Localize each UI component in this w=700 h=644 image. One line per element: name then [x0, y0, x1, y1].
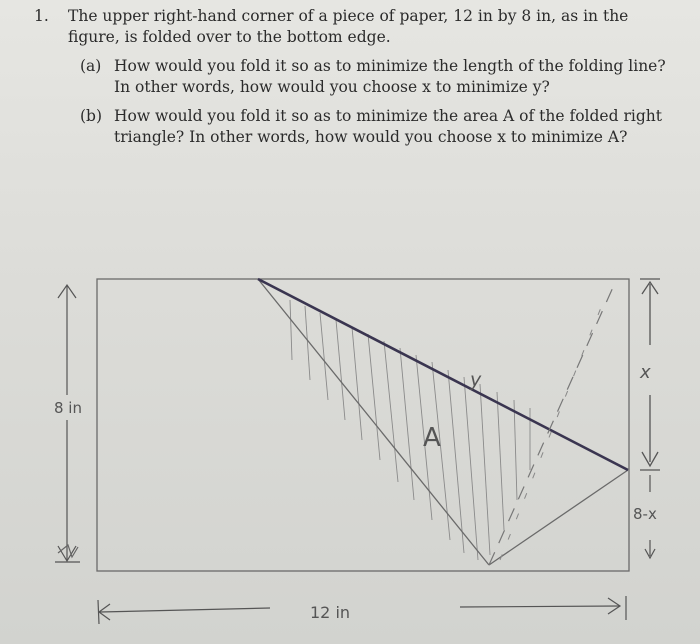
part-b-text: How would you fold it so as to minimize the area A of the folded right triangle? In other words, how would you choose x to minimize A? [114, 107, 662, 146]
triangle-a-hatching [290, 300, 530, 560]
problem-statement: The upper right-hand corner of a piece of paper, 12 in by 8 in, as in the figure, is folded over to the bottom edge. [68, 7, 629, 46]
width-label: 12 in [310, 603, 351, 622]
part-b-label: (b) [80, 107, 103, 125]
folding-line-y [258, 279, 628, 470]
part-a-label: (a) [80, 57, 102, 75]
paper-rectangle [97, 279, 629, 571]
remainder-label: 8-x [633, 505, 657, 523]
height-label: 8 in [54, 399, 82, 417]
width-dimension [98, 596, 626, 624]
folded-edge-left [258, 279, 489, 565]
part-a-text: How would you fold it so as to minimize the length of the folding line? In other words, how would you choose x to minimize y? [114, 57, 666, 96]
problem-number: 1. [34, 7, 49, 25]
area-a-label: A [423, 423, 441, 453]
height-dimension [55, 285, 80, 562]
x-label: x [640, 362, 651, 383]
y-label: y [470, 369, 482, 391]
